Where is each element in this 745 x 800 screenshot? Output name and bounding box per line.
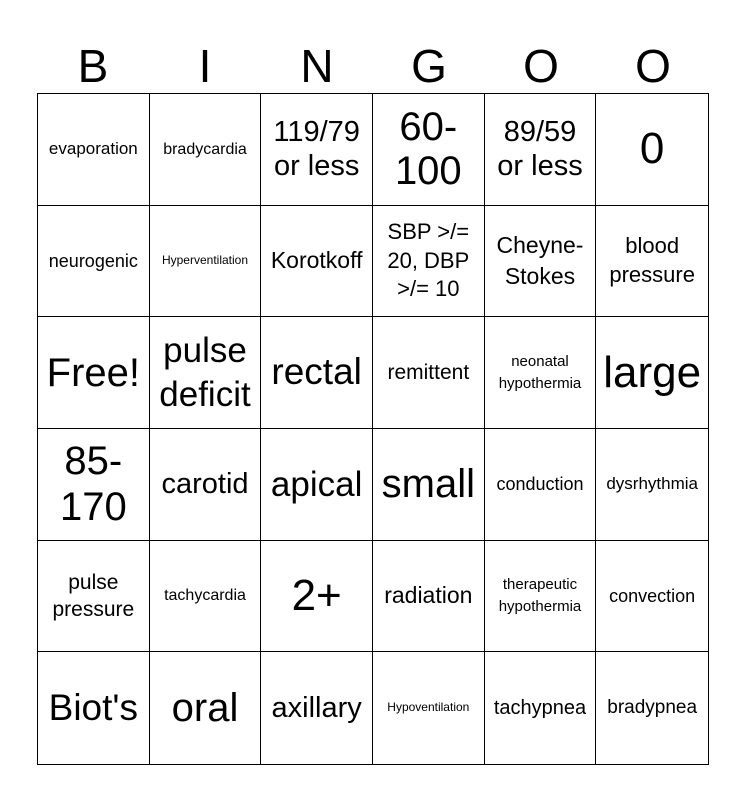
cell-label: rectal bbox=[271, 351, 362, 393]
cell-label: 89/59 or less bbox=[497, 115, 583, 183]
cell-label: 119/79 or less bbox=[273, 115, 360, 183]
bingo-cell[interactable] bbox=[485, 541, 597, 653]
cell-label: convection bbox=[609, 585, 696, 606]
cell-label: pulse pressure bbox=[52, 570, 135, 621]
bingo-cell[interactable] bbox=[150, 206, 262, 318]
bingo-cell[interactable] bbox=[150, 429, 262, 541]
cell-label: apical bbox=[270, 464, 363, 504]
header-letter-o-2: O bbox=[635, 39, 671, 92]
bingo-cell[interactable] bbox=[373, 541, 485, 653]
cell-label: blood pressure bbox=[609, 233, 695, 287]
cell-label: bradypnea bbox=[607, 697, 698, 719]
cell-label: Cheyne-Stokes bbox=[496, 231, 584, 289]
header-letter-b: B bbox=[77, 39, 109, 92]
bingo-cell[interactable] bbox=[596, 652, 708, 764]
bingo-cell[interactable] bbox=[38, 541, 150, 653]
cell-label: 85-170 bbox=[59, 439, 127, 530]
cell-label: pulse deficit bbox=[159, 330, 251, 414]
cell-label: tachycardia bbox=[164, 587, 246, 605]
bingo-cell[interactable] bbox=[150, 317, 262, 429]
bingo-header bbox=[37, 38, 709, 93]
bingo-cell[interactable] bbox=[150, 652, 262, 764]
bingo-cell[interactable] bbox=[261, 206, 373, 318]
bingo-cell[interactable] bbox=[596, 206, 708, 318]
cell-label: Hyperventilation bbox=[161, 253, 249, 268]
bingo-cell[interactable] bbox=[485, 429, 597, 541]
cell-label: small bbox=[381, 462, 475, 507]
bingo-cell[interactable] bbox=[485, 94, 597, 206]
cell-label: Biot's bbox=[48, 686, 138, 728]
bingo-cell[interactable] bbox=[261, 652, 373, 764]
cell-label: 60-100 bbox=[394, 105, 462, 194]
bingo-cell[interactable] bbox=[596, 541, 708, 653]
cell-label: Korotkoff bbox=[270, 247, 363, 274]
cell-label: oral bbox=[171, 686, 239, 731]
cell-label: tachypnea bbox=[493, 696, 587, 719]
bingo-cell[interactable] bbox=[485, 652, 597, 764]
bingo-cell[interactable] bbox=[261, 317, 373, 429]
bingo-cell[interactable] bbox=[261, 429, 373, 541]
bingo-cell[interactable] bbox=[596, 94, 708, 206]
cell-label: conduction bbox=[496, 474, 584, 495]
bingo-cell[interactable] bbox=[596, 317, 708, 429]
cell-label: 0 bbox=[639, 124, 665, 174]
cell-label: neurogenic bbox=[48, 250, 138, 271]
bingo-cell[interactable] bbox=[38, 206, 150, 318]
header-letter-g: G bbox=[411, 39, 447, 92]
cell-label: bradycardia bbox=[163, 140, 247, 158]
cell-label: dysrhythmia bbox=[606, 474, 698, 493]
cell-label: therapeutic hypothermia bbox=[498, 576, 582, 615]
bingo-cell[interactable] bbox=[38, 317, 150, 429]
cell-label: large bbox=[603, 347, 702, 397]
cell-label: Free! bbox=[46, 350, 140, 395]
header-letter-o: O bbox=[523, 39, 559, 92]
header-letter-n: N bbox=[300, 39, 334, 92]
cell-label: evaporation bbox=[48, 139, 138, 158]
header-letter-i: I bbox=[198, 39, 212, 92]
bingo-cell[interactable] bbox=[261, 541, 373, 653]
bingo-cell[interactable] bbox=[373, 652, 485, 764]
bingo-cell[interactable] bbox=[150, 94, 262, 206]
bingo-cell[interactable] bbox=[485, 206, 597, 318]
cell-label: carotid bbox=[161, 467, 249, 500]
cell-label: remittent bbox=[387, 361, 470, 384]
cell-label: SBP >/= 20, DBP >/= 10 bbox=[387, 219, 470, 302]
bingo-cell[interactable] bbox=[38, 652, 150, 764]
bingo-cell[interactable] bbox=[373, 206, 485, 318]
bingo-cell[interactable] bbox=[261, 94, 373, 206]
cell-label: 2+ bbox=[291, 570, 342, 620]
bingo-cell[interactable] bbox=[38, 94, 150, 206]
bingo-board bbox=[37, 93, 709, 765]
bingo-cell[interactable] bbox=[150, 541, 262, 653]
bingo-cell[interactable] bbox=[373, 94, 485, 206]
bingo-cell[interactable] bbox=[38, 429, 150, 541]
cell-label: radiation bbox=[384, 582, 473, 609]
bingo-cell[interactable] bbox=[373, 429, 485, 541]
bingo-cell[interactable] bbox=[596, 429, 708, 541]
cell-label: neonatal hypothermia bbox=[498, 352, 582, 392]
cell-label: Hypoventilation bbox=[387, 700, 470, 715]
bingo-cell[interactable] bbox=[485, 317, 597, 429]
cell-label: axillary bbox=[271, 691, 362, 724]
bingo-cell[interactable] bbox=[373, 317, 485, 429]
